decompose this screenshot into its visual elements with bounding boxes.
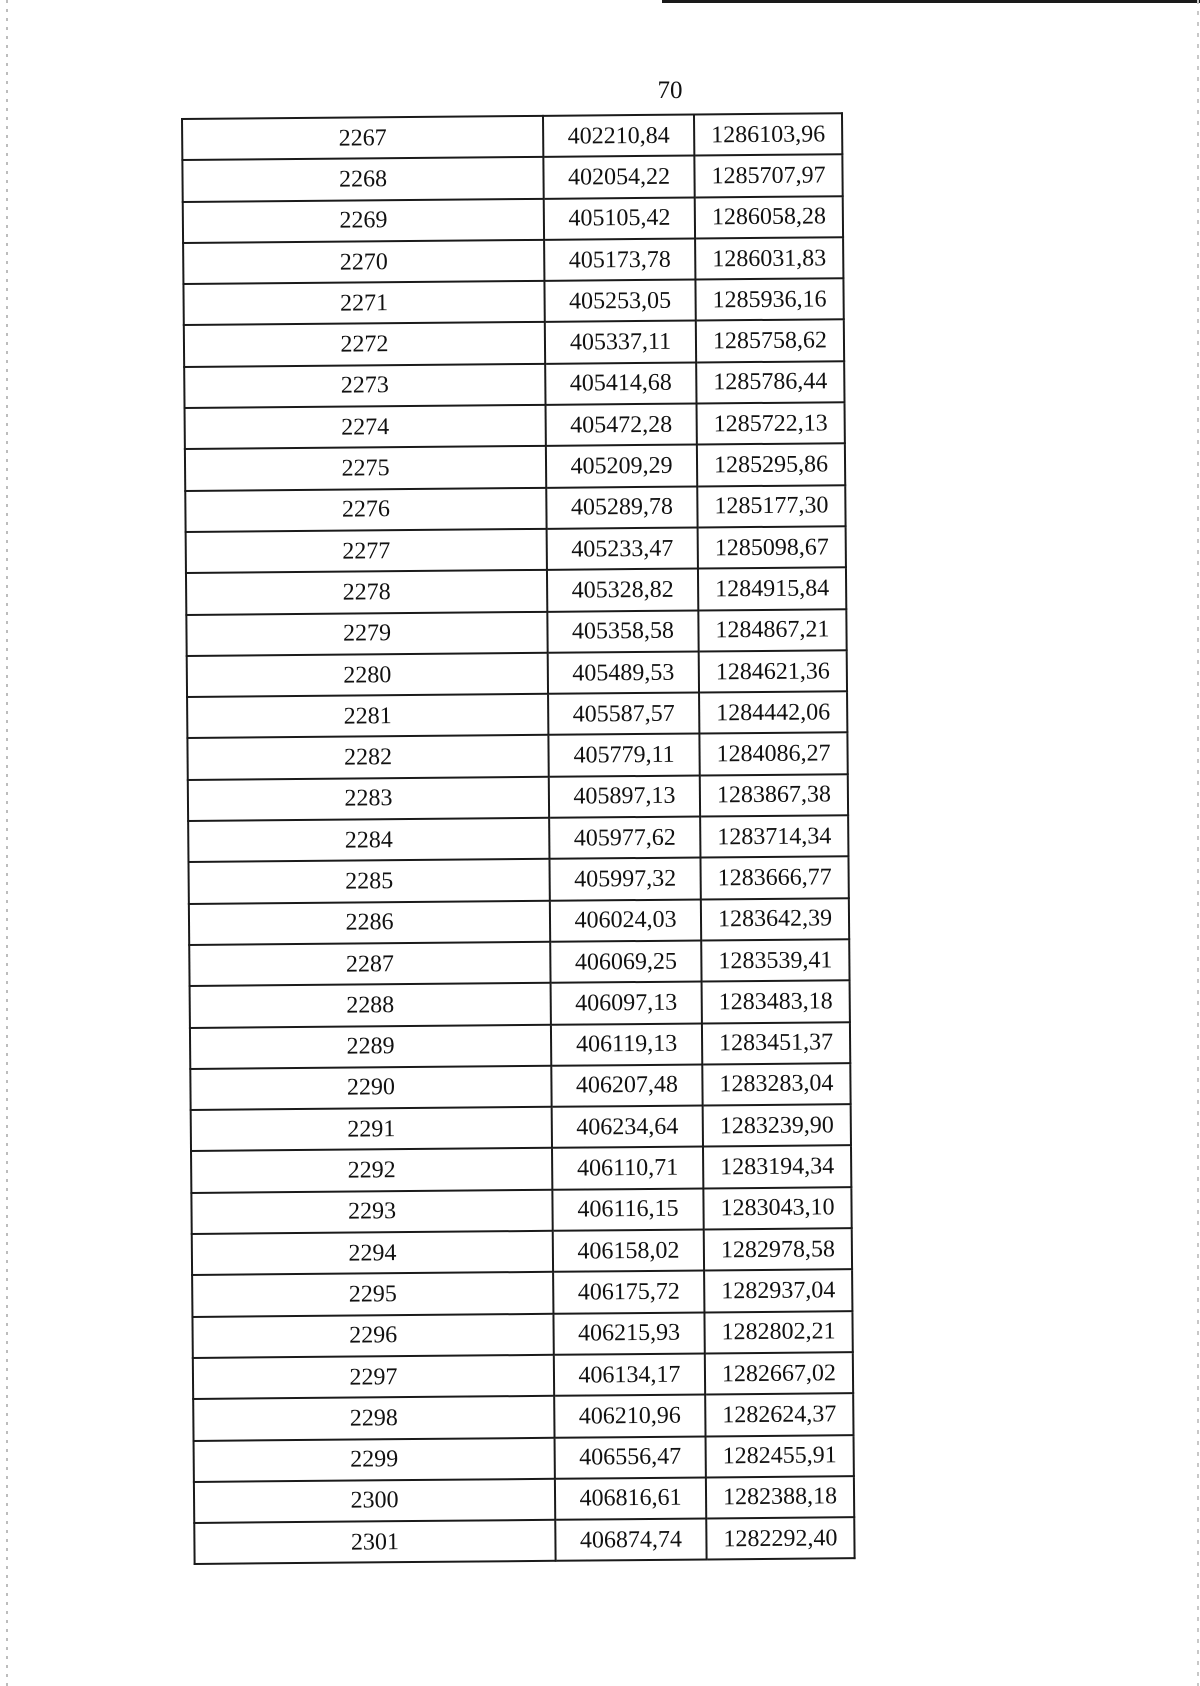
point-number-cell: 2292 — [191, 1148, 552, 1192]
table-row — [192, 1270, 852, 1317]
y-coordinate-cell: 1284867,21 — [698, 609, 846, 652]
table-row — [194, 1435, 854, 1482]
x-coordinate-cell: 406816,61 — [555, 1477, 706, 1520]
point-number-cell: 2271 — [183, 281, 544, 325]
y-coordinate-cell: 1283714,34 — [700, 815, 848, 858]
x-coordinate-cell: 406119,13 — [551, 1023, 702, 1066]
y-coordinate-cell: 1283483,18 — [702, 980, 850, 1023]
x-coordinate-cell: 405209,29 — [546, 445, 697, 488]
coordinates-table-body — [182, 113, 855, 1564]
y-coordinate-cell: 1282455,91 — [706, 1435, 854, 1478]
coordinates-table — [181, 112, 856, 1565]
x-coordinate-cell: 405779,11 — [548, 734, 699, 777]
point-number-cell: 2300 — [194, 1479, 555, 1523]
y-coordinate-cell: 1285295,86 — [697, 444, 845, 487]
point-number-cell: 2280 — [187, 653, 548, 697]
y-coordinate-cell: 1285786,44 — [696, 361, 844, 404]
table-row — [186, 526, 846, 573]
y-coordinate-cell: 1284442,06 — [699, 691, 847, 734]
y-coordinate-cell: 1284915,84 — [698, 567, 846, 610]
y-coordinate-cell: 1283283,04 — [702, 1063, 850, 1106]
table-row — [187, 650, 847, 697]
x-coordinate-cell: 405337,11 — [545, 321, 696, 364]
y-coordinate-cell: 1284086,27 — [699, 733, 847, 776]
x-coordinate-cell: 406110,71 — [552, 1147, 703, 1190]
right-scan-edge — [1197, 0, 1199, 1686]
table-row — [182, 155, 842, 202]
point-number-cell: 2294 — [192, 1231, 553, 1275]
x-coordinate-cell: 406069,25 — [550, 940, 701, 983]
x-coordinate-cell: 406024,03 — [550, 899, 701, 942]
point-number-cell: 2286 — [189, 900, 550, 944]
y-coordinate-cell: 1285707,97 — [694, 155, 842, 198]
table-row — [191, 1104, 851, 1151]
table-row — [192, 1311, 852, 1358]
x-coordinate-cell: 405489,53 — [548, 651, 699, 694]
top-edge-rule — [662, 0, 1200, 3]
x-coordinate-cell: 406175,72 — [553, 1271, 704, 1314]
y-coordinate-cell: 1283451,37 — [702, 1022, 850, 1065]
table-row — [188, 815, 848, 862]
point-number-cell: 2277 — [186, 529, 547, 573]
x-coordinate-cell: 405253,05 — [544, 280, 695, 323]
point-number-cell: 2282 — [187, 735, 548, 779]
y-coordinate-cell: 1286103,96 — [694, 113, 842, 156]
x-coordinate-cell: 406210,96 — [554, 1395, 705, 1438]
x-coordinate-cell: 406234,64 — [552, 1106, 703, 1149]
table-row — [186, 567, 846, 614]
table-row — [192, 1228, 852, 1275]
point-number-cell: 2290 — [190, 1066, 551, 1110]
x-coordinate-cell: 405997,32 — [549, 858, 700, 901]
point-number-cell: 2285 — [188, 859, 549, 903]
table-row — [183, 237, 843, 284]
x-coordinate-cell: 406207,48 — [551, 1064, 702, 1107]
x-coordinate-cell: 405414,68 — [545, 362, 696, 405]
table-row — [190, 1063, 850, 1110]
x-coordinate-cell: 405173,78 — [544, 238, 695, 281]
x-coordinate-cell: 405358,58 — [547, 610, 698, 653]
x-coordinate-cell: 402210,84 — [543, 115, 694, 158]
x-coordinate-cell: 406158,02 — [553, 1229, 704, 1272]
y-coordinate-cell: 1283642,39 — [701, 898, 849, 941]
x-coordinate-cell: 405472,28 — [546, 404, 697, 447]
x-coordinate-cell: 406116,15 — [552, 1188, 703, 1231]
table-row — [186, 609, 846, 656]
table-row — [193, 1393, 853, 1440]
table-row — [187, 733, 847, 780]
y-coordinate-cell: 1285936,16 — [695, 278, 843, 321]
point-number-cell: 2291 — [191, 1107, 552, 1151]
point-number-cell: 2283 — [188, 777, 549, 821]
point-number-cell: 2299 — [194, 1437, 555, 1481]
table-row — [187, 691, 847, 738]
x-coordinate-cell: 406556,47 — [555, 1436, 706, 1479]
point-number-cell: 2284 — [188, 818, 549, 862]
point-number-cell: 2269 — [183, 198, 544, 242]
point-number-cell: 2272 — [184, 322, 545, 366]
table-row — [188, 774, 848, 821]
point-number-cell: 2270 — [183, 240, 544, 284]
left-scan-edge — [6, 0, 8, 1686]
table-row — [189, 939, 849, 986]
point-number-cell: 2287 — [189, 942, 550, 986]
point-number-cell: 2298 — [193, 1396, 554, 1440]
y-coordinate-cell: 1282978,58 — [704, 1228, 852, 1271]
table-row — [184, 320, 844, 367]
y-coordinate-cell: 1282802,21 — [704, 1311, 852, 1354]
point-number-cell: 2273 — [184, 364, 545, 408]
table-row — [183, 278, 843, 325]
table-row — [185, 485, 845, 532]
point-number-cell: 2276 — [185, 487, 546, 531]
point-number-cell: 2295 — [192, 1272, 553, 1316]
y-coordinate-cell: 1285722,13 — [697, 402, 845, 445]
x-coordinate-cell: 405977,62 — [549, 817, 700, 860]
table-row — [191, 1187, 851, 1234]
y-coordinate-cell: 1285177,30 — [697, 485, 845, 528]
y-coordinate-cell: 1286031,83 — [695, 237, 843, 280]
table-row — [184, 361, 844, 408]
table-row — [183, 196, 843, 243]
point-number-cell: 2301 — [194, 1520, 555, 1564]
y-coordinate-cell: 1282388,18 — [706, 1476, 854, 1519]
x-coordinate-cell: 402054,22 — [543, 156, 694, 199]
table-row — [185, 402, 845, 449]
y-coordinate-cell: 1283666,77 — [700, 857, 848, 900]
y-coordinate-cell: 1283239,90 — [703, 1104, 851, 1147]
table-row — [191, 1146, 851, 1193]
y-coordinate-cell: 1282624,37 — [705, 1393, 853, 1436]
x-coordinate-cell: 405289,78 — [546, 486, 697, 529]
point-number-cell: 2275 — [185, 446, 546, 490]
page-number: 70 — [657, 77, 683, 104]
point-number-cell: 2278 — [186, 570, 547, 614]
y-coordinate-cell: 1283539,41 — [701, 939, 849, 982]
x-coordinate-cell: 405328,82 — [547, 569, 698, 612]
point-number-cell: 2296 — [192, 1313, 553, 1357]
point-number-cell: 2267 — [182, 116, 543, 160]
table-row — [188, 857, 848, 904]
y-coordinate-cell: 1285758,62 — [696, 320, 844, 363]
table-row — [190, 980, 850, 1027]
table-row — [194, 1476, 854, 1523]
point-number-cell: 2293 — [191, 1190, 552, 1234]
y-coordinate-cell: 1282292,40 — [706, 1517, 854, 1560]
x-coordinate-cell: 405233,47 — [547, 527, 698, 570]
table-row — [182, 113, 842, 160]
table-row — [194, 1517, 854, 1564]
point-number-cell: 2274 — [185, 405, 546, 449]
y-coordinate-cell: 1286058,28 — [695, 196, 843, 239]
point-number-cell: 2281 — [187, 694, 548, 738]
x-coordinate-cell: 406215,93 — [553, 1312, 704, 1355]
table-row — [185, 444, 845, 491]
table-row — [190, 1022, 850, 1069]
y-coordinate-cell: 1283043,10 — [703, 1187, 851, 1230]
y-coordinate-cell: 1282667,02 — [705, 1352, 853, 1395]
point-number-cell: 2268 — [182, 157, 543, 201]
x-coordinate-cell: 406874,74 — [555, 1519, 706, 1562]
x-coordinate-cell: 406134,17 — [554, 1353, 705, 1396]
y-coordinate-cell: 1282937,04 — [704, 1270, 852, 1313]
point-number-cell: 2288 — [190, 983, 551, 1027]
point-number-cell: 2279 — [186, 611, 547, 655]
x-coordinate-cell: 405105,42 — [544, 197, 695, 240]
y-coordinate-cell: 1283867,38 — [700, 774, 848, 817]
x-coordinate-cell: 406097,13 — [551, 982, 702, 1025]
table-row — [189, 898, 849, 945]
y-coordinate-cell: 1284621,36 — [699, 650, 847, 693]
point-number-cell: 2289 — [190, 1024, 551, 1068]
y-coordinate-cell: 1283194,34 — [703, 1146, 851, 1189]
x-coordinate-cell: 405587,57 — [548, 693, 699, 736]
point-number-cell: 2297 — [193, 1355, 554, 1399]
table-row — [193, 1352, 853, 1399]
y-coordinate-cell: 1285098,67 — [698, 526, 846, 569]
x-coordinate-cell: 405897,13 — [549, 775, 700, 818]
